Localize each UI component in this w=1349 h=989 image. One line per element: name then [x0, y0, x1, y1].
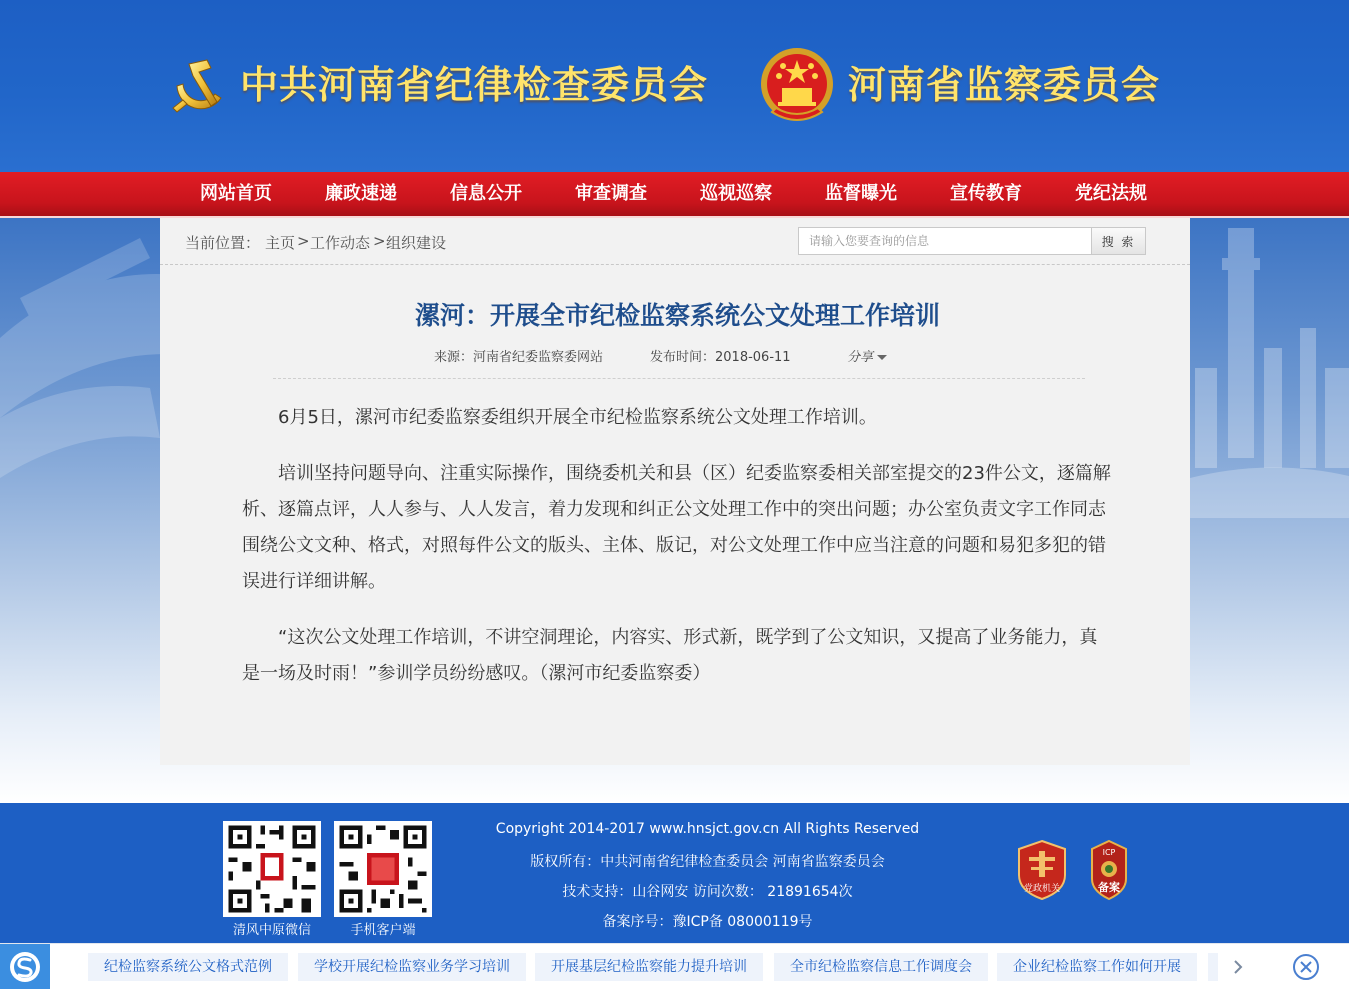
- share-dropdown[interactable]: [847, 346, 887, 365]
- sogou-logo[interactable]: [0, 944, 50, 989]
- recommend-link[interactable]: 全市纪检监察信息工作调度会: [774, 953, 988, 981]
- search-input[interactable]: [798, 227, 1092, 255]
- wechat-qr-code-image: [223, 821, 321, 917]
- main-nav: [0, 172, 1349, 218]
- article-date: 发布时间：2018-06-11: [650, 350, 791, 365]
- nav-item-education[interactable]: 宣传教育: [950, 183, 1022, 204]
- icp-record-badge-icon[interactable]: [1088, 839, 1130, 901]
- article-source: 来源：河南省纪委监察委网站: [434, 350, 604, 365]
- site-header: [0, 0, 1349, 172]
- article-title: 漯河：开展全市纪检监察系统公文处理工作培训: [414, 301, 940, 330]
- nav-item-regulations[interactable]: 党纪法规: [1075, 183, 1147, 204]
- nav-item-home[interactable]: 网站首页: [200, 183, 272, 204]
- breadcrumb-label: 当前位置：: [185, 234, 261, 252]
- national-emblem-icon: [758, 44, 836, 128]
- supervision-title: 河南省监察委员会: [848, 63, 1161, 107]
- site-footer: [0, 803, 1349, 943]
- breadcrumb-separator: >: [373, 232, 386, 250]
- footer-owner: 版权所有：中共河南省纪律检查委员会 河南省监察委员会: [530, 854, 885, 870]
- recommend-link[interactable]: 企业纪检监察工作如何开展: [997, 953, 1197, 981]
- badge-left-text: 党政机关: [1023, 884, 1061, 894]
- nav-item-disclosure[interactable]: 信息公开: [450, 183, 522, 204]
- app-qr-code-image: [334, 821, 432, 917]
- article-paragraph: 6月5日，漯河市纪委监察委组织开展全市纪检监察系统公文处理工作培训。: [278, 407, 877, 428]
- close-icon[interactable]: [1292, 953, 1320, 981]
- article-body: [242, 400, 1112, 712]
- breadcrumb-separator: >: [297, 232, 310, 250]
- recommend-link[interactable]: 开展基层纪检监察能力提升培训: [535, 953, 763, 981]
- chevron-right-icon[interactable]: [1226, 953, 1250, 981]
- content-panel: [160, 218, 1190, 765]
- nav-item-news[interactable]: 廉政速递: [325, 183, 397, 204]
- recommend-link[interactable]: 学校开展纪检监察业务学习培训: [298, 953, 526, 981]
- article-paragraph: 培训坚持问题导向、注重实际操作，围绕委机关和县（区）纪委监察委相关部室提交的23件公文，逐篇解析、逐篇点评，人人参与、人人发言，着力发现和纠正公文处理工作中的突出问题；办公室负责文字工作同志围绕公文文种、格式，对照每件公文的版头、主体、版记，对公文处理工作中应当注意的问题和易犯多犯的错误进行详细讲解。: [242, 463, 1111, 592]
- badge-right-text: 备案: [1098, 881, 1120, 894]
- nav-item-exposure[interactable]: 监督曝光: [825, 183, 897, 204]
- share-label: 分享: [847, 350, 874, 365]
- nav-item-inspection[interactable]: 巡视巡察: [700, 183, 772, 204]
- party-emblem-icon: [163, 50, 235, 122]
- search-button[interactable]: 搜 索: [1091, 227, 1146, 255]
- footer-tech-support: 技术支持：山谷网安 访问次数： 21891654次: [562, 884, 853, 900]
- recommend-link-overflow[interactable]: [1208, 953, 1218, 981]
- commission-title: 中共河南省纪律检查委员会: [240, 63, 709, 107]
- caret-down-icon: [877, 355, 887, 360]
- meta-divider: [273, 378, 1085, 379]
- government-agency-badge-icon[interactable]: [1015, 839, 1069, 901]
- qr-label-app: 手机客户端: [350, 923, 416, 938]
- recommendation-bar: [0, 943, 1349, 989]
- sogou-icon: [0, 944, 50, 989]
- breadcrumb-work-news[interactable]: 工作动态: [310, 234, 371, 252]
- breadcrumb-bar: [160, 218, 1190, 265]
- footer-icp[interactable]: 备案序号：豫ICP备 08000119号: [602, 914, 813, 930]
- breadcrumb-org-building[interactable]: 组织建设: [386, 234, 447, 252]
- footer-copyright: Copyright 2014-2017 www.hnsjct.gov.cn All Rights Reserved: [495, 821, 920, 837]
- breadcrumb-home[interactable]: 主页: [265, 234, 296, 252]
- qr-label-wechat: 清风中原微信: [232, 923, 311, 938]
- nav-item-investigation[interactable]: 审查调查: [575, 183, 647, 204]
- article: [175, 266, 1180, 765]
- badge-right-top-text: ICP: [1102, 848, 1116, 857]
- article-paragraph: “这次公文处理工作培训，不讲空洞理论，内容实、形式新，既学到了公文知识，又提高了业务能力，真是一场及时雨！”参训学员纷纷感叹。（漯河市纪委监察委）: [242, 627, 1098, 684]
- recommend-link[interactable]: 纪检监察系统公文格式范例: [88, 953, 288, 981]
